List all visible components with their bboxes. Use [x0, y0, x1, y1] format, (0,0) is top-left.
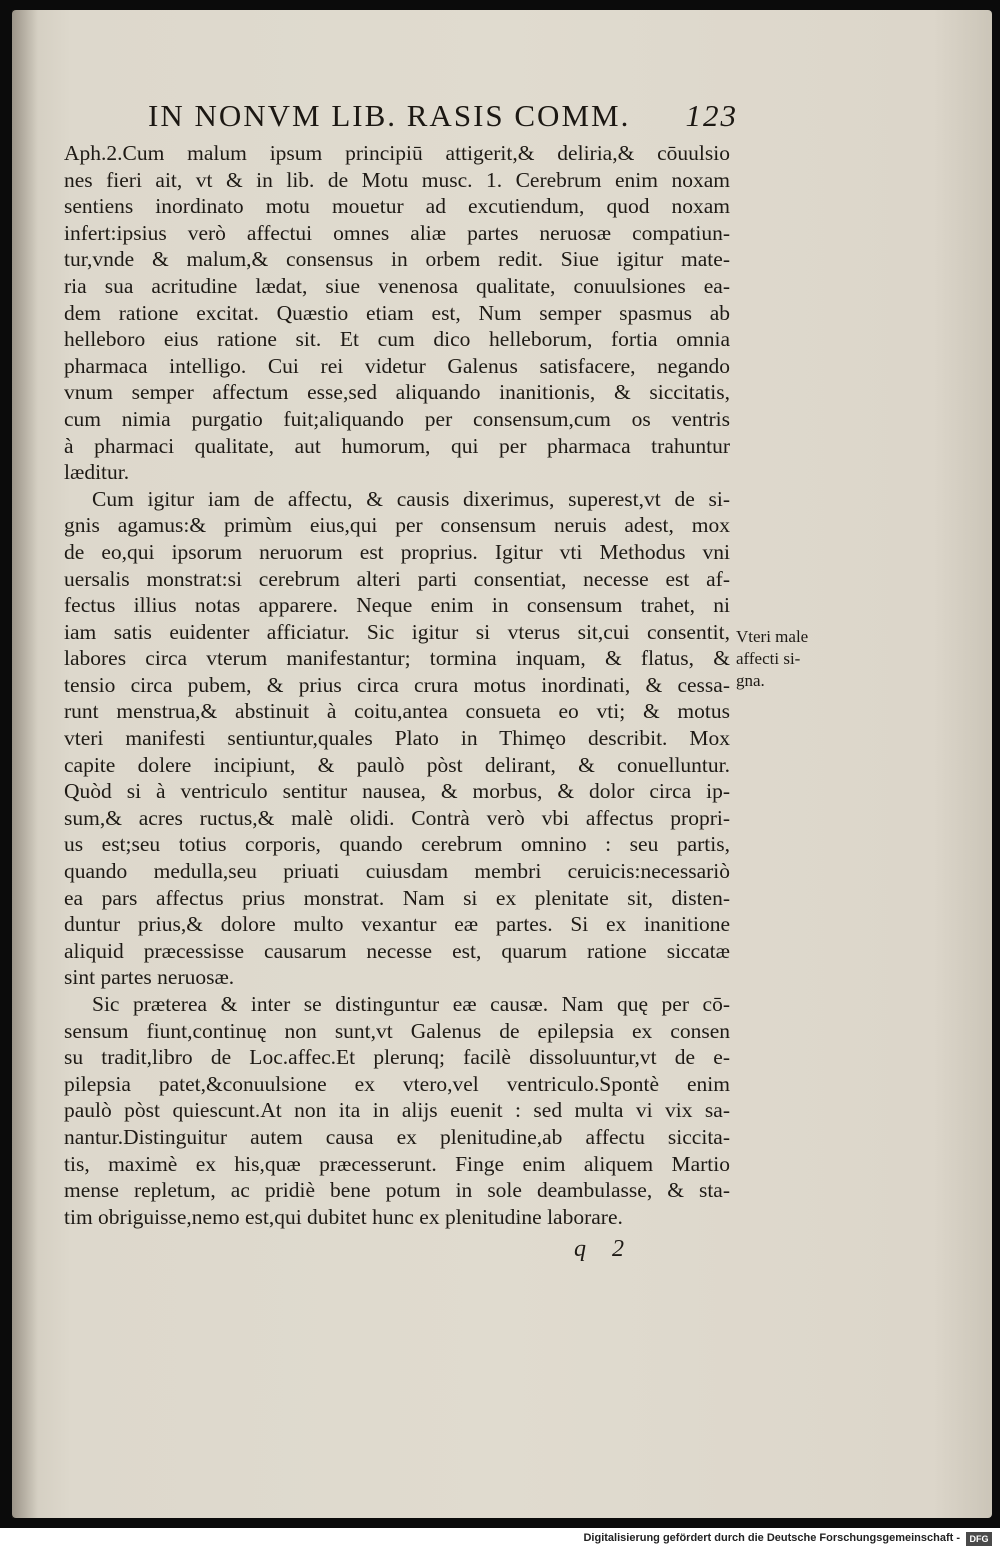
- text-line: dem ratione excitat. Quæstio etiam est, Num semper spasmus ab: [64, 300, 730, 325]
- text-line: pilepsia patet,&conuulsione ex vtero,vel ventriculo.Spontè enim: [64, 1071, 730, 1096]
- text-line: pharmaca intelligo. Cui rei videtur Galenus satisfacere, negando: [64, 353, 730, 378]
- footer-bar: [0, 1528, 1000, 1551]
- text-line: fectus illius notas apparere. Neque enim in consensum trahet, ni: [64, 593, 730, 618]
- running-head: [148, 98, 738, 138]
- text-line: capite dolere incipiunt, & paulò pòst delirant, & conuelluntur.: [64, 752, 730, 777]
- gutter-shadow: [12, 10, 38, 1518]
- text-line: Quòd si à ventriculo sentitur nausea, & morbus, & dolor circa ip-: [64, 779, 730, 804]
- text-line: us est;seu totius corporis, quando cerebrum omnino : seu partis,: [64, 832, 730, 857]
- text-line: ria sua acritudine lædat, siue venenosa qualitate, conuulsiones ea-: [64, 273, 730, 298]
- text-line: sint partes neruosæ.: [64, 965, 235, 990]
- text-line: vnum semper affectum esse,sed aliquando inanitionis, & siccitatis,: [64, 380, 730, 405]
- text-line: vteri manifesti sentiuntur,quales Plato in Thimęo describit. Mox: [64, 726, 730, 751]
- text-line: labores circa vterum manifestantur; tormina inquam, & flatus, &: [64, 646, 730, 671]
- marginal-note-line: Vteri male: [736, 627, 809, 646]
- text-line: Sic præterea & inter se distinguntur eæ causæ. Nam quę per cō-: [92, 992, 730, 1016]
- text-line: nantur.Distinguitur autem causa ex plenitudine,ab affectu siccita-: [64, 1124, 730, 1149]
- text-line: infert:ipsius verò affectui omnes aliæ partes neruosæ compatiun-: [64, 220, 730, 245]
- text-line: tim obriguisse,nemo est,qui dubitet hunc ex plenitudine laborare.: [64, 1204, 623, 1229]
- text-line: runt menstrua,& abstinuit à coitu,antea consueta eo vti; & motus: [64, 699, 730, 724]
- text-line: sentiens inordinato motu mouetur ad excutiendum, quod noxam: [64, 194, 730, 219]
- text-line: tur,vnde & malum,& consensus in orbem redit. Siue igitur mate-: [64, 247, 730, 272]
- marginal-note-line: affecti si-: [736, 649, 801, 668]
- text-line: de eo,qui ipsorum neruorum est proprius. Igitur vti Methodus vni: [64, 539, 730, 564]
- text-line: sensum fiunt,continuę non sunt,vt Galenus de epilepsia ex consen: [64, 1018, 730, 1043]
- text-line: gnis agamus:& primùm eius,qui per consensum neruis adest, mox: [64, 513, 730, 538]
- body-text: [64, 140, 730, 1230]
- text-line: iam satis euidenter afficiatur. Sic igitur si vterus sit,cui consentit,: [64, 619, 730, 644]
- text-line: quando medulla,seu priuati cuiusdam membri ceruicis:necessariò: [64, 859, 730, 884]
- text-line: tis, maximè ex his,quæ præcesserunt. Finge enim aliquem Martio: [64, 1151, 730, 1176]
- running-head-title: IN NONVM LIB. RASIS COMM.: [148, 98, 631, 133]
- text-line: mense repletum, ac pridiè bene potum in sole deambulasse, & sta-: [64, 1178, 730, 1203]
- text-line: læditur.: [64, 460, 130, 485]
- footer-credit: Digitalisierung gefördert durch die Deutsche Forschungsgemeinschaft -: [583, 1532, 960, 1544]
- text-line: à pharmaci qualitate, aut humorum, qui per pharmaca trahuntur: [64, 433, 730, 458]
- marginal-note-line: gna.: [736, 671, 765, 690]
- text-line: sum,& acres ructus,& malè olidi. Contrà verò vbi affectus propri-: [64, 805, 730, 830]
- text-line: su tradit,libro de Loc.affec.Et plerunq; facilè dissoluuntur,vt de e-: [64, 1045, 730, 1070]
- text-line: paulò pòst quiescunt.At non ita in alijs euenit : sed multa vi vix sa-: [64, 1098, 730, 1123]
- text-line: helleboro eius ratione sit. Et cum dico helleborum, fortia omnia: [64, 327, 730, 352]
- text-line: aliquid præcessisse causarum necesse est, quarum ratione siccatæ: [64, 938, 730, 963]
- text-line: duntur prius,& dolore multo vexantur eæ partes. Si ex inanitione: [64, 912, 730, 937]
- text-line: ea pars affectus prius monstrat. Nam si ex plenitate sit, disten-: [64, 885, 730, 910]
- text-line: nes fieri ait, vt & in lib. de Motu musc. 1. Cerebrum enim noxam: [64, 167, 730, 192]
- text-line: uersalis monstrat:si cerebrum alteri parti consentiat, necesse est af-: [64, 566, 730, 591]
- folio-number: 123: [685, 98, 738, 133]
- dfg-logo-icon: DFG: [966, 1532, 992, 1546]
- marginal-note: [736, 626, 846, 692]
- text-line: cum nimia purgatio fuit;aliquando per consensum,cum os ventris: [64, 406, 730, 431]
- text-line: Aph.2.Cum malum ipsum principiū attigerit,& deliria,& cōuulsio: [64, 141, 730, 165]
- signature-mark: q 2: [574, 1236, 634, 1262]
- text-line: tensio circa pubem, & prius circa crura motus inordinati, & cessa-: [64, 672, 730, 697]
- text-line: Cum igitur iam de affectu, & causis dixerimus, superest,vt de si-: [92, 486, 730, 511]
